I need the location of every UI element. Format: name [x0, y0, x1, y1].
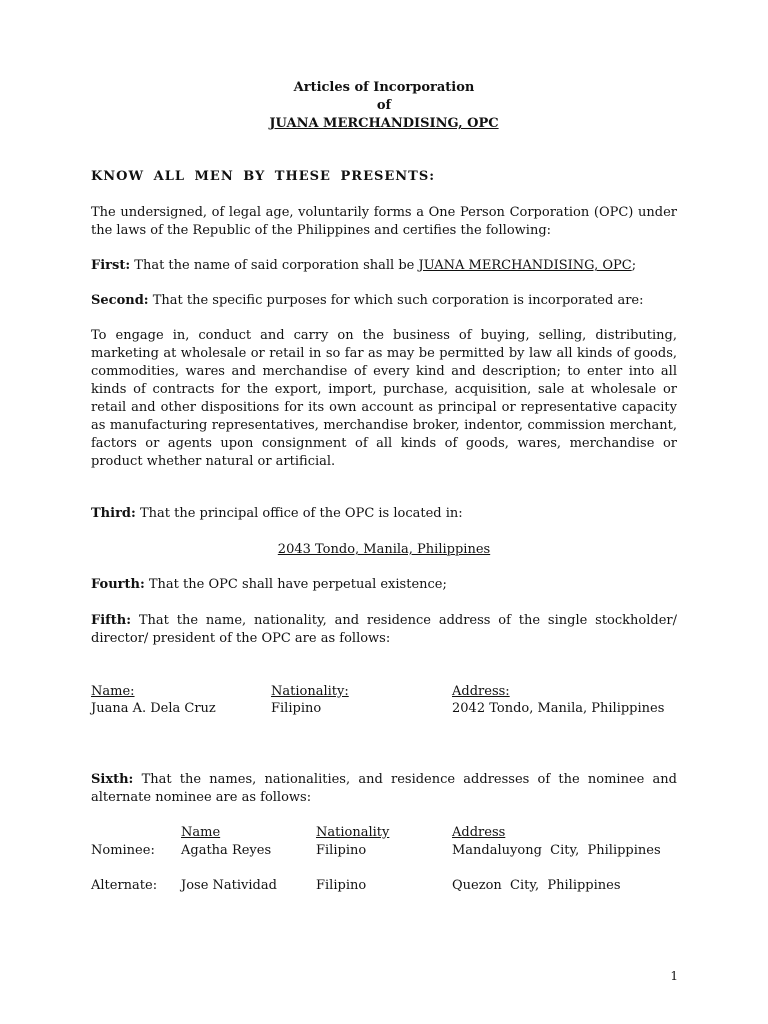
- article-first-end: ;: [631, 258, 637, 273]
- article-sixth-text: That the names, nationalities, and residence addresses of the nominee and alternate nominee are as follows:: [91, 772, 677, 805]
- article-third-text: That the principal office of the OPC is located in:: [139, 506, 463, 521]
- nominee-name: Agatha Reyes: [181, 843, 272, 858]
- article-fourth: [91, 576, 677, 594]
- article-sixth-label: Sixth:: [91, 772, 134, 787]
- nominee-header-nationality: Nationality: [316, 825, 390, 840]
- article-first: [91, 257, 677, 275]
- article-second-text: That the specific purposes for which such corporation is incorporated are:: [152, 293, 644, 308]
- stockholder-name: Juana A. Dela Cruz: [91, 701, 216, 716]
- stockholder-header-address: Address:: [452, 684, 510, 699]
- know-all-men-heading: KNOW ALL MEN BY THESE PRESENTS:: [91, 169, 436, 184]
- article-third: [91, 505, 677, 523]
- document-title-of: of: [376, 98, 392, 113]
- article-fourth-label: Fourth:: [91, 577, 145, 592]
- article-fourth-text: That the OPC shall have perpetual existence;: [148, 577, 447, 592]
- company-name-heading: [0, 115, 768, 133]
- nominee-header-address: Address: [452, 825, 506, 840]
- article-sixth: [91, 771, 677, 807]
- stockholder-header-name: Name:: [91, 684, 135, 699]
- document-title: Articles of Incorporation: [293, 80, 475, 95]
- alternate-name: Jose Natividad: [181, 878, 277, 893]
- article-fifth-label: Fifth:: [91, 613, 132, 628]
- nominee-role: Nominee:: [91, 843, 155, 858]
- alternate-address: Quezon City, Philippines: [452, 878, 621, 893]
- company-name: JUANA MERCHANDISING, OPC: [269, 116, 499, 131]
- article-fifth: [91, 612, 677, 648]
- principal-office-line: [0, 541, 768, 559]
- article-second-label: Second:: [91, 293, 149, 308]
- article-third-label: Third:: [91, 506, 136, 521]
- nominee-nationality: Filipino: [316, 843, 367, 858]
- page-number: 1: [670, 969, 678, 983]
- article-first-label: First:: [91, 258, 131, 273]
- principal-office-address: 2043 Tondo, Manila, Philippines: [277, 542, 491, 557]
- alternate-nationality: Filipino: [316, 878, 367, 893]
- alternate-role: Alternate:: [91, 878, 158, 893]
- undersigned-paragraph: The undersigned, of legal age, voluntarily forms a One Person Corporation (OPC) under the laws of the Republic of the Philippines and certifies the following:: [91, 205, 677, 238]
- article-fifth-text: That the name, nationality, and residence address of the single stockholder/ director/ president of the OPC are as follows:: [91, 613, 677, 646]
- article-first-text: That the name of said corporation shall be: [134, 258, 415, 273]
- stockholder-nationality: Filipino: [271, 701, 322, 716]
- stockholder-header-nationality: Nationality:: [271, 684, 349, 699]
- article-first-corp-name: JUANA MERCHANDISING, OPC: [418, 258, 632, 273]
- article-second: [91, 292, 677, 310]
- nominee-address: Mandaluyong City, Philippines: [452, 843, 661, 858]
- nominee-header-name: Name: [181, 825, 221, 840]
- stockholder-address: 2042 Tondo, Manila, Philippines: [452, 701, 665, 716]
- purpose-paragraph: To engage in, conduct and carry on the business of buying, selling, distributing, marketing at wholesale or retail in so far as may be permitted by law all kinds of goods, commodities, wares and merchandise of every kind and description; to enter into all kinds of contracts for the export, import, purchase, acquisition, sale at wholesale or retail and other dispositions for its own account as principal or representative capacity as manufacturing representatives, merchandise broker, indentor, commission merchant, factors or agents upon consignment of all kinds of goods, wares, merchandise or product whether natural or artificial.: [91, 328, 677, 469]
